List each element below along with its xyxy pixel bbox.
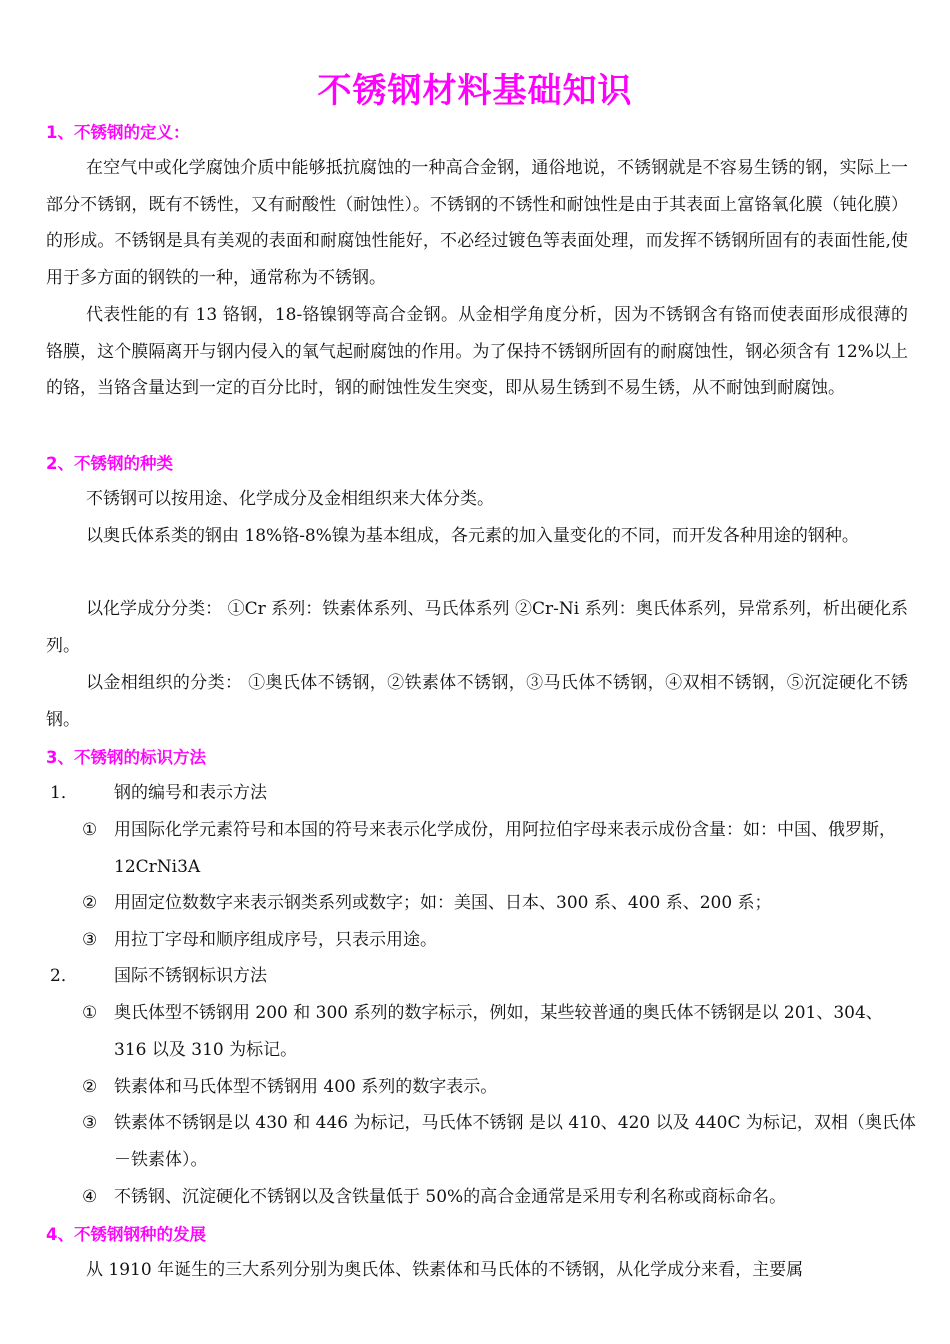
- list-2-header: [50, 958, 267, 995]
- section-2-paragraph-4: 以金相组织的分类： ①奥氏体不锈钢，②铁素体不锈钢，③马氏体不锈钢，④双相不锈钢，⑤沉淀硬化不锈钢。: [46, 673, 908, 730]
- section-2-heading: 2、不锈钢的种类: [46, 454, 173, 473]
- item-text: 铁素体和马氏体型不锈钢用 400 系列的数字表示。: [114, 1077, 498, 1097]
- list-1-item: [82, 812, 920, 885]
- item-marker: ③: [82, 930, 98, 950]
- section-3-heading: 3、不锈钢的标识方法: [46, 748, 206, 767]
- item-text: 铁素体不锈钢是以 430 和 446 为标记，马氏体不锈钢 是以 410、420 以及 440C 为标记，双相（奥氏体－铁素体）。: [114, 1113, 916, 1170]
- list-1-item: [82, 885, 920, 922]
- list-1-header: [50, 775, 267, 812]
- item-marker: ③: [82, 1113, 98, 1133]
- document-title: 不锈钢材料基础知识: [317, 71, 633, 111]
- list-2-item: [82, 1069, 920, 1106]
- list-2-number: 2．: [50, 966, 78, 986]
- section-4-paragraph-1: 从 1910 年诞生的三大系列分别为奥氏体、铁素体和马氏体的不锈钢，从化学成分来看，主要属: [86, 1260, 804, 1280]
- item-text: 不锈钢、沉淀硬化不锈钢以及含铁量低于 50%的高合金通常是采用专利名称或商标命名。: [114, 1187, 787, 1207]
- list-2-item: [82, 995, 920, 1068]
- item-marker: ①: [82, 1003, 98, 1023]
- list-2-item: [82, 1105, 920, 1178]
- section-2-paragraph-1: 不锈钢可以按用途、化学成分及金相组织来大体分类。: [86, 489, 494, 509]
- list-2-item: [82, 1179, 920, 1216]
- item-text: 用固定位数数字来表示钢类系列或数字；如：美国、日本、300 系、400 系、200 系；: [114, 893, 772, 913]
- item-marker: ②: [82, 893, 98, 913]
- list-1-label: 钢的编号和表示方法: [114, 783, 267, 803]
- item-marker: ①: [82, 820, 98, 840]
- item-text: 用国际化学元素符号和本国的符号来表示化学成份，用阿拉伯字母来表示成份含量：如：中国、俄罗斯，12CrNi3A: [114, 820, 896, 877]
- section-1-paragraph-2: 代表性能的有 13 铬钢，18-铬镍钢等高合金钢。从金相学角度分析，因为不锈钢含有铬而使表面形成很薄的铬膜，这个膜隔离开与钢内侵入的氧气起耐腐蚀的作用。为了保持不锈钢所固有的耐腐蚀性，钢必须含有 12%以上的铬，当铬含量达到一定的百分比时，钢的耐蚀性发生突变，即从易生锈到不易生锈，从不耐蚀到耐腐蚀。: [46, 305, 908, 399]
- list-1-item: [82, 922, 920, 959]
- item-marker: ④: [82, 1187, 98, 1207]
- list-1-number: 1．: [50, 783, 78, 803]
- item-text: 奥氏体型不锈钢用 200 和 300 系列的数字标示，例如，某些较普通的奥氏体不锈钢是以 201、304、 316 以及 310 为标记。: [114, 1003, 883, 1060]
- item-text: 用拉丁字母和顺序组成序号，只表示用途。: [114, 930, 437, 950]
- section-2-paragraph-2: 以奥氏体系类的钢由 18%铬-8%镍为基本组成，各元素的加入量变化的不同，而开发各种用途的钢种。: [86, 526, 859, 546]
- section-2-paragraph-3: 以化学成分分类： ①Cr 系列：铁素体系列、马氏体系列 ②Cr-Ni 系列：奥氏体系列，异常系列，析出硬化系列。: [46, 599, 908, 656]
- section-1-heading: 1、不锈钢的定义：: [46, 123, 190, 142]
- section-4-heading: 4、不锈钢钢种的发展: [46, 1225, 206, 1244]
- section-1-paragraph-1: 在空气中或化学腐蚀介质中能够抵抗腐蚀的一种高合金钢，通俗地说，不锈钢就是不容易生锈的钢，实际上一部分不锈钢，既有不锈性，又有耐酸性（耐蚀性）。不锈钢的不锈性和耐蚀性是由于其表面上富铬氧化膜（钝化膜）的形成。不锈钢是具有美观的表面和耐腐蚀性能好，不必经过镀色等表面处理，而发挥不锈钢所固有的表面性能,使用于多方面的钢铁的一种，通常称为不锈钢。: [46, 158, 908, 289]
- item-marker: ②: [82, 1077, 98, 1097]
- list-2-label: 国际不锈钢标识方法: [114, 966, 267, 986]
